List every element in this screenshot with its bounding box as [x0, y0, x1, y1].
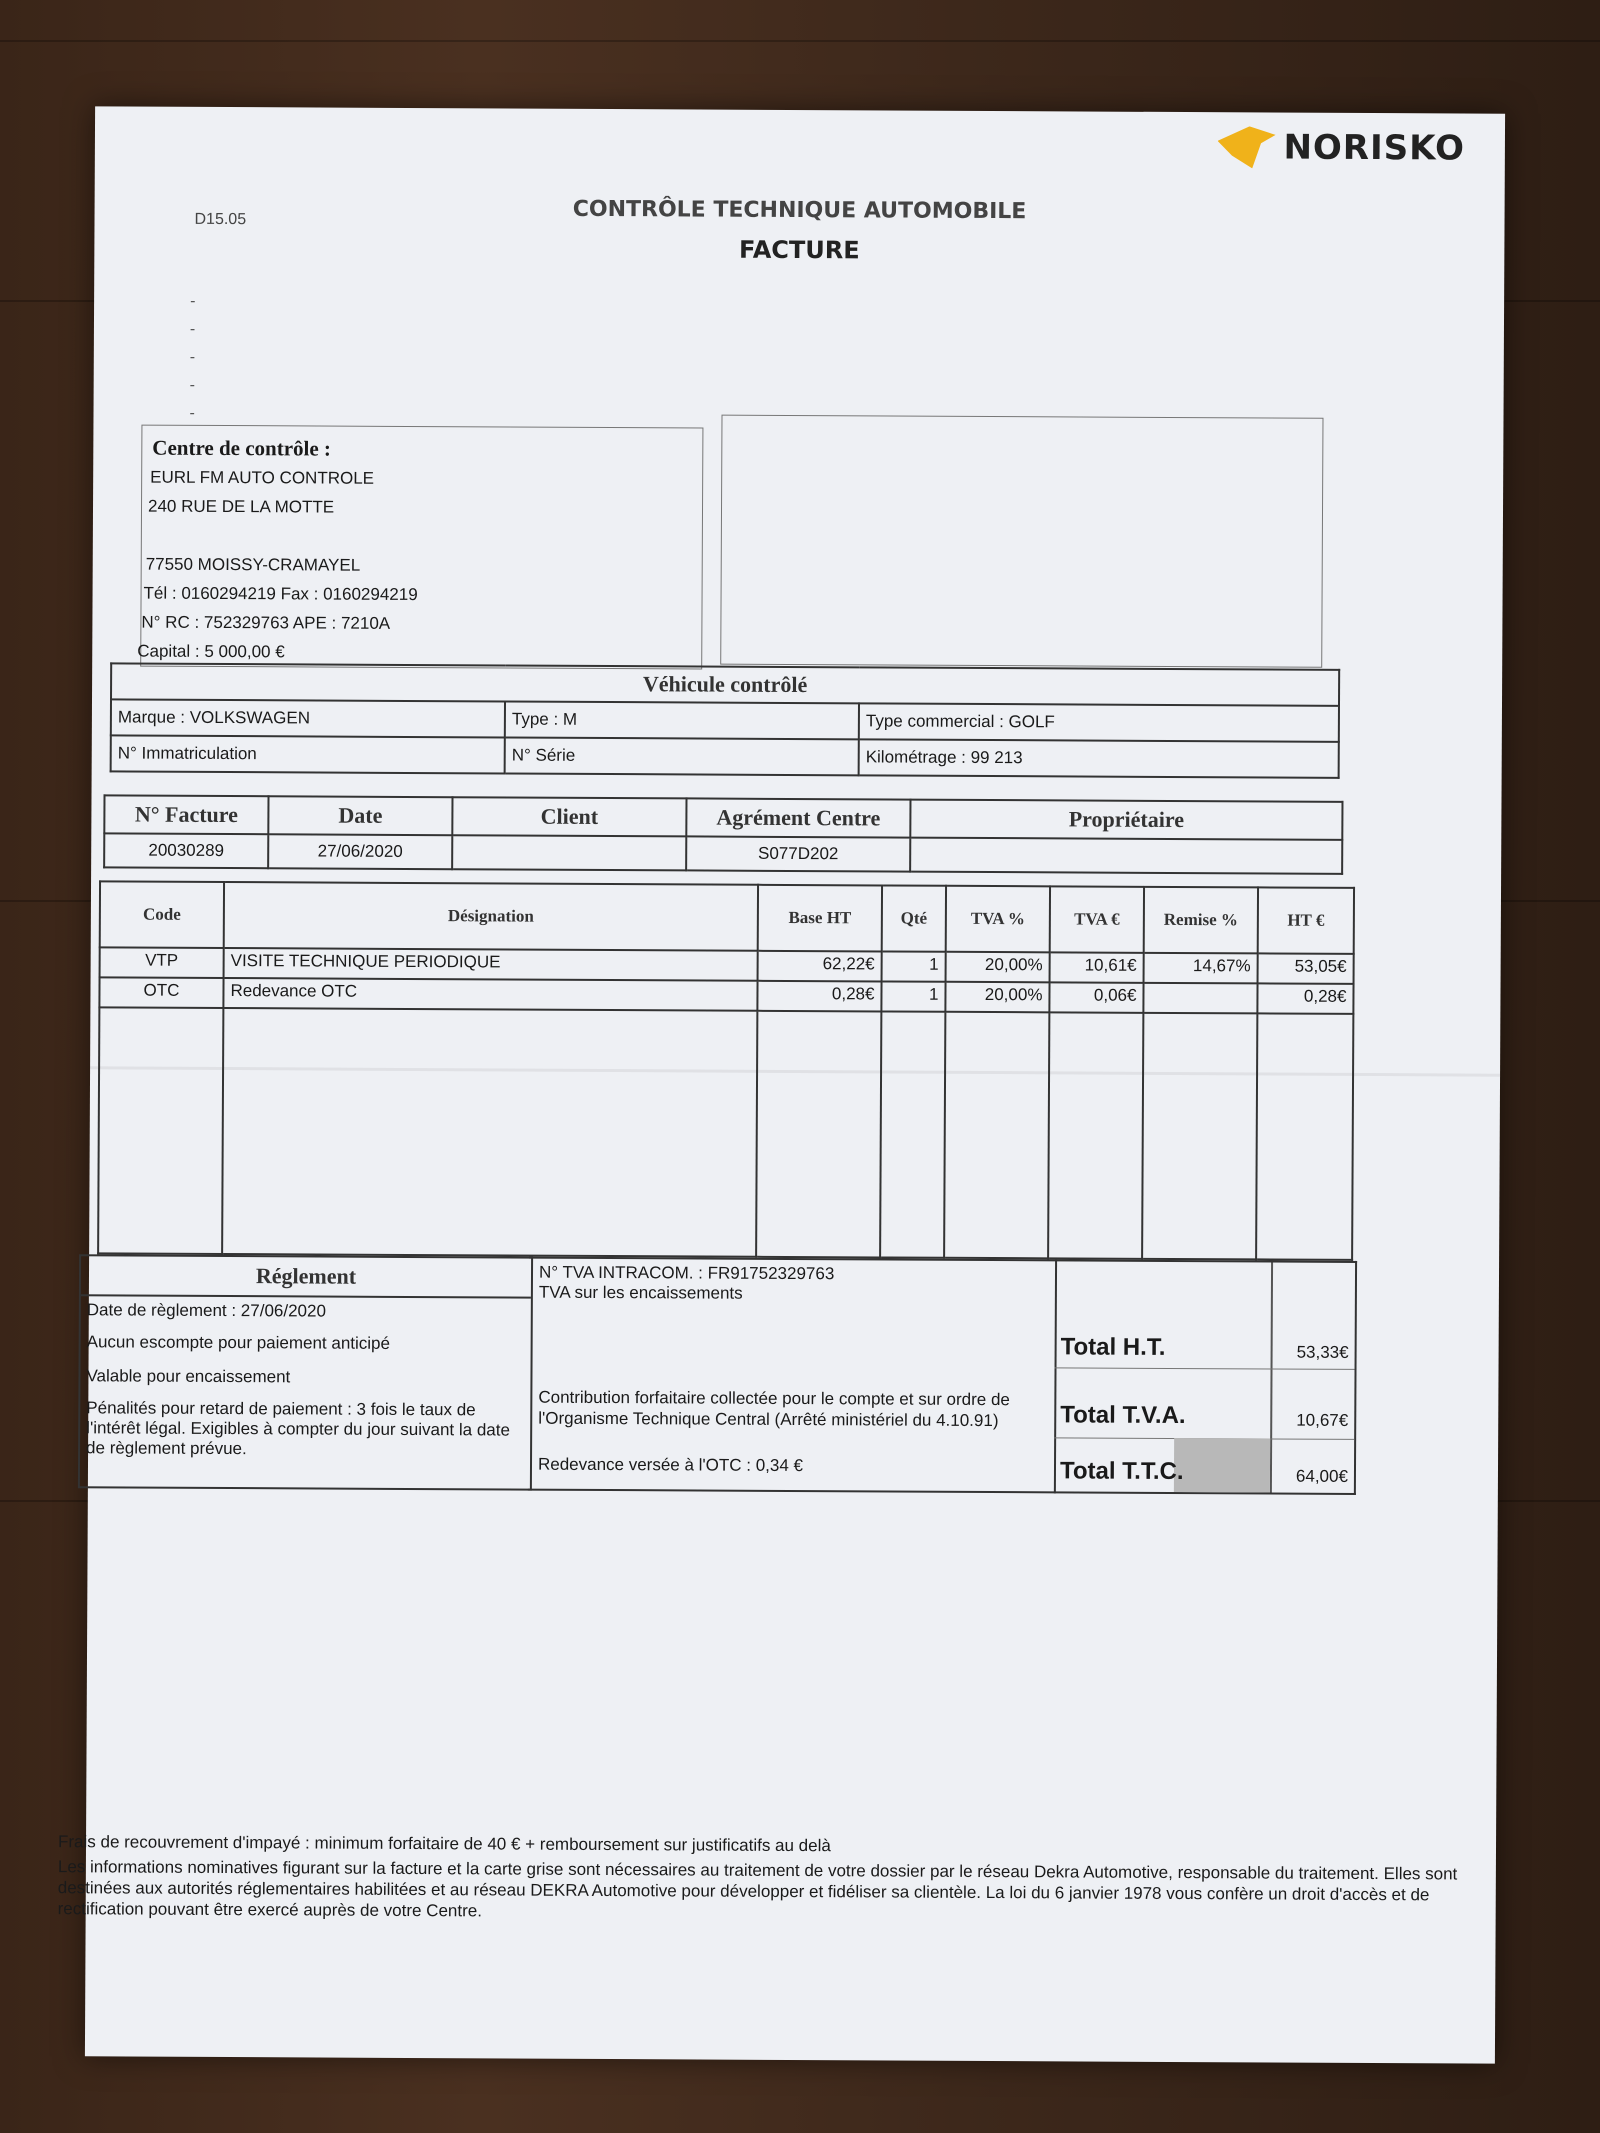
centre-line: Tél : 0160294219 Fax : 0160294219 [143, 583, 418, 605]
col-tva-eur: TVA € [1050, 886, 1144, 952]
cell-code: VTP [100, 947, 224, 978]
centre-line: N° RC : 752329763 APE : 7210A [141, 612, 391, 633]
total-tva-label: Total T.V.A. [1060, 1401, 1186, 1430]
tva-encaissements: TVA sur les encaissements [538, 1282, 743, 1303]
brand-name: NORISKO [1283, 127, 1466, 169]
tva-box [528, 1257, 1057, 1494]
vehicle-type-commercial: Type commercial : GOLF [859, 703, 1339, 742]
total-ttc-value: 64,00€ [1295, 1466, 1349, 1486]
label-proprietaire: Propriétaire [910, 800, 1342, 840]
vehicle-serie: N° Série [505, 737, 859, 775]
reglement-date: Date de règlement : 27/06/2020 [86, 1300, 326, 1321]
cell-code: OTC [99, 977, 223, 1008]
tva-redevance: Redevance versée à l'OTC : 0,34 € [537, 1454, 804, 1476]
doc-code: D15.05 [194, 210, 247, 229]
items-table [97, 880, 1355, 1261]
cell-ht: 53,05€ [1258, 953, 1354, 984]
total-ht-label: Total H.T. [1060, 1333, 1166, 1361]
invoice-proprietaire [910, 838, 1342, 874]
invoice-client [452, 835, 686, 870]
cell-designation: VISITE TECHNIQUE PERIODIQUE [224, 948, 758, 981]
page-title: CONTRÔLE TECHNIQUE AUTOMOBILE [572, 196, 1027, 225]
col-qte: Qté [882, 885, 946, 951]
brand-logo [1217, 126, 1465, 169]
cell-tva-eur: 0,06€ [1049, 982, 1143, 1012]
invoice-agrement: S077D202 [686, 836, 910, 871]
reglement-penalites: Pénalités pour retard de paiement : 3 fois le taux de l'intérêt légal. Exigibles à compter du jour suivant la date de règlement prévue. [86, 1398, 511, 1459]
dash-line: - [190, 292, 196, 310]
cell-tva-pct: 20,00% [945, 982, 1049, 1013]
col-ht: HT € [1258, 887, 1354, 954]
dash-line: - [189, 348, 196, 366]
centre-line: 77550 MOISSY-CRAMAYEL [145, 554, 361, 575]
eagle-icon [1217, 126, 1275, 168]
col-base-ht: Base HT [758, 885, 882, 952]
label-date: Date [268, 796, 452, 835]
centre-heading: Centre de contrôle : [152, 435, 332, 461]
col-designation: Désignation [224, 882, 758, 951]
cell-qte: 1 [881, 981, 945, 1011]
footer-text [58, 1831, 1458, 1926]
reglement-escompte: Aucun escompte pour paiement anticipé [86, 1332, 391, 1353]
label-agrement: Agrément Centre [686, 798, 910, 837]
table-filler [98, 1007, 1353, 1260]
cell-base-ht: 62,22€ [758, 951, 882, 982]
col-code: Code [100, 881, 224, 948]
cell-remise: 14,67% [1144, 953, 1258, 984]
total-tva-value: 10,67€ [1296, 1410, 1349, 1430]
address-box [720, 415, 1323, 668]
total-ttc-label: Total T.T.C. [1059, 1457, 1184, 1486]
col-remise: Remise % [1144, 887, 1258, 954]
reglement-heading: Réglement [81, 1256, 531, 1298]
cell-qte: 1 [882, 951, 946, 981]
dash-line: - [189, 320, 196, 338]
dash-line: - [189, 376, 196, 394]
reglement-encaissement: Valable pour encaissement [86, 1366, 291, 1387]
tva-contribution: Contribution forfaitaire collectée pour le compte et sur ordre de l'Organisme Technique Central (Arrêté ministériel du 4.10.91) [538, 1387, 1010, 1431]
vehicle-marque: Marque : VOLKSWAGEN [111, 699, 505, 737]
ttc-shade [1174, 1438, 1270, 1493]
totals-box [1054, 1259, 1357, 1495]
col-tva-pct: TVA % [946, 886, 1050, 953]
centre-line: Capital : 5 000,00 € [137, 641, 285, 662]
total-ht-value: 53,33€ [1296, 1342, 1349, 1362]
vehicle-km: Kilométrage : 99 213 [859, 739, 1339, 778]
label-client: Client [452, 797, 686, 836]
dash-line: - [189, 404, 195, 422]
cell-designation: Redevance OTC [223, 978, 757, 1011]
cell-remise [1143, 983, 1257, 1014]
invoice-date: 27/06/2020 [268, 834, 452, 869]
vehicle-immat: N° Immatriculation [111, 735, 505, 773]
reglement-box [78, 1254, 533, 1490]
cell-base-ht: 0,28€ [757, 981, 881, 1012]
centre-line: 240 RUE DE LA MOTTE [147, 496, 335, 517]
centre-line: EURL FM AUTO CONTROLE [150, 467, 375, 488]
invoice-header-table [103, 794, 1343, 874]
footer-recouvrement: Frais de recouvrement d'impayé : minimum forfaitaire de 40 € + remboursement sur justificatifs au delà [57, 1832, 831, 1856]
cell-tva-pct: 20,00% [946, 952, 1050, 983]
tva-intracom: N° TVA INTRACOM. : FR91752329763 [538, 1262, 835, 1284]
invoice-number: 20030289 [104, 833, 268, 868]
footer-informations: Les informations nominatives figurant sur la facture et la carte grise sont nécessaires au traitement de votre dossier par le réseau Dekra Automotive, responsable du traitement. Elles sont destinées aux autorités réglementaires habilitées et au réseau DEKRA Automotive pour développer et fidéliser sa clientèle. La loi du 6 janvier 1978 vous confère un droit d'accès et de rectification pouvant être exercé auprès de votre Centre. [57, 1857, 1458, 1921]
vehicle-table [110, 662, 1341, 778]
vehicle-heading: Véhicule contrôlé [111, 663, 1339, 705]
cell-ht: 0,28€ [1257, 983, 1353, 1014]
page-subtitle: FACTURE [739, 235, 860, 265]
cell-tva-eur: 10,61€ [1050, 952, 1144, 982]
vehicle-type: Type : M [505, 701, 859, 739]
invoice-paper [57, 106, 1505, 2063]
label-invoice-number: N° Facture [104, 795, 268, 834]
centre-box [137, 425, 703, 670]
